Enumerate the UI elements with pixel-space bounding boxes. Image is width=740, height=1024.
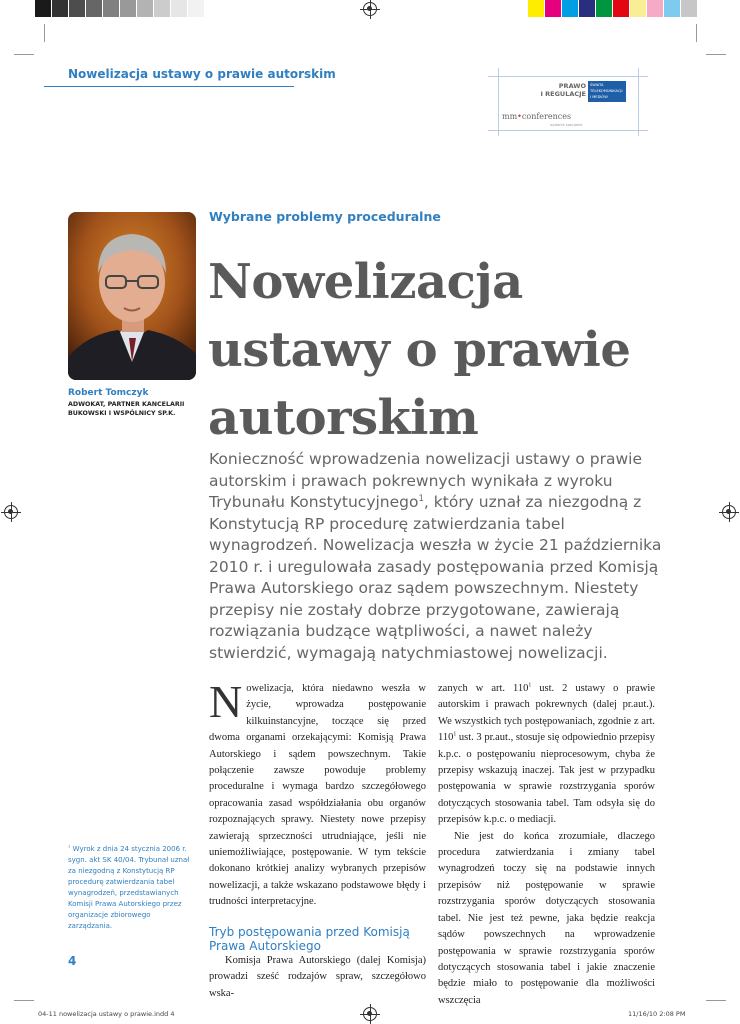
color-swatch: [69, 0, 86, 17]
color-swatch: [664, 0, 681, 17]
author-photo: [68, 212, 196, 380]
color-swatch: [52, 0, 69, 17]
color-swatch: [171, 0, 188, 17]
crop-mark: [696, 24, 697, 42]
section-subheading: Tryb postępowania przed Komisją Prawa Autorskiego: [209, 924, 410, 953]
article-title: Nowelizacja ustawy o prawie autorskim: [208, 254, 631, 446]
drop-cap: N: [209, 676, 243, 727]
color-swatch: [154, 0, 171, 17]
footnote-reference: 1: [418, 493, 424, 504]
registration-mark-icon: [363, 1007, 377, 1021]
crop-mark: [44, 24, 45, 42]
registration-mark-icon: [722, 505, 736, 519]
print-timestamp: 11/16/10 2:08 PM: [628, 1010, 686, 1018]
color-swatch: [630, 0, 647, 17]
color-swatch: [137, 0, 154, 17]
color-swatch: [86, 0, 103, 17]
color-swatch: [579, 0, 596, 17]
color-swatch: [647, 0, 664, 17]
color-swatch: [35, 0, 52, 17]
color-swatch: [545, 0, 562, 17]
process-color-bar: [528, 0, 698, 17]
color-swatch: [613, 0, 630, 17]
file-slug: 04-11 nowelizacja ustawy o prawie.indd 4: [38, 1010, 175, 1018]
author-title: ADWOKAT, PARTNER KANCELARII BUKOWSKI I WSPÓLNICY SP.K.: [68, 401, 185, 417]
body-column-2: [438, 681, 655, 1009]
author-name: Robert Tomczyk: [68, 388, 149, 398]
article-lead: Konieczność wprowadzenia nowelizacji ustawy o prawie autorskim i prawach pokrewnych wynikała z wyroku Trybunału Konstytucyjnego$^1$, który uznał za niezgodną z Konstytucją RP procedurę zatwierdzania tabel wynagrodzeń. Nowelizacja weszła w życie 21 października 2010 r. i uregulowała zasady postępowania przed Komisją Prawa Autorskiego oraz sądem powszechnym. Niestety przepisy nie zostały dobrze przygotowane, zawierają rozwiązania budzące wątpliwości, a nawet należy stwierdzić, wymagają natychmiastowej nowelizacji.: [209, 450, 662, 662]
footnote: $^1$ Wyrok z dnia 24 stycznia 2006 r. sygn. akt SK 40/04. Trybunał uznał za niezgodną z Konstytucją RP procedurę zatwierdzania tabel wynagrodzeń, przedstawianych Komisji Prawa Autorskiego przez organizacje zbiorowego zarządzania.: [68, 843, 190, 930]
logo-text: PRAWO I REGULACJE: [540, 82, 586, 98]
color-swatch: [188, 0, 205, 17]
logo-badge: ŚWIATA TELEKOMUNIKACJI I MEDIÓW: [588, 81, 626, 102]
grayscale-color-bar: [35, 0, 222, 17]
crop-mark: [14, 54, 34, 55]
paragraph: Nie jest do końca zrozumiałe, dlaczego procedura zatwierdzania i zmiany tabel wynagrodzeń toczy się na podstawie innych przepisów niż postępowanie w sprawie rozstrzygania sporów dotyczących stosowania tabel. Nie jest też pewne, jaka będzie reakcja sądów powszechnych na wprowadzenie postępowania w sprawie rozstrzygania sporów dotyczących stosowania tabel i jakie znaczenie będzie miało to postępowanie dla możliwości wszczęcia: [438, 830, 655, 1006]
color-swatch: [205, 0, 222, 17]
crop-mark: [706, 1000, 726, 1001]
paragraph: Komisja Prawa Autorskiego (dalej Komisja) prowadzi sześć rodzajów spraw, szczegółowo wska-: [209, 954, 426, 999]
color-swatch: [120, 0, 137, 17]
crop-mark: [14, 1000, 34, 1001]
body-column-1: [209, 676, 426, 1002]
registration-mark-icon: [363, 2, 377, 16]
logo-subtitle: wydanie specjalne: [550, 123, 583, 127]
paragraph: Nowelizacja, która niedawno weszła w życie, wprowadza postępowanie kilkuinstancyjne, toczące się przed dwoma organami orzekającymi: Komisją Prawa Autorskiego i sądem powszechnym. Takie połączenie zawsze powoduje problemy proceduralne i wymaga bardzo szczegółowego opracowania zasad współdziałania obu organów rozpoznających sprawy. Niestety nowe przepisy zawierają sprzeczności utrudniające, jeśli nie uniemożliwiające, postępowanie. W tym tekście dokonano krótkiej analizy wybranych przepisów nowelizacji, a także wskazano podstawowe błędy i trudności interpretacyjne.: [209, 676, 426, 908]
running-head: Nowelizacja ustawy o prawie autorskim: [68, 67, 336, 81]
running-head-rule: [44, 86, 294, 87]
publication-logo: [488, 68, 648, 136]
color-swatch: [681, 0, 698, 17]
mm-conferences-logo: mm•conferences: [502, 112, 572, 121]
registration-mark-icon: [4, 505, 18, 519]
color-swatch: [103, 0, 120, 17]
color-swatch: [562, 0, 579, 17]
crop-mark: [706, 54, 726, 55]
article-kicker: Wybrane problemy proceduralne: [209, 209, 441, 224]
page-number: 4: [68, 954, 77, 968]
color-swatch: [528, 0, 545, 17]
paragraph: zanych w art. $110^1$ ust. 2 ustawy o prawie autorskim i prawach pokrewnych (dalej pr.aut.). We wszystkich tych postępowaniach, zgodnie z art. $110^1$ ust. 3 pr.aut., stosuje się odpowiednio przepisy k.p.c. o postępowaniu nieprocesowym, chyba że przepisy wskazują inaczej. Tak jest w przypadku postępowania w sprawie rozstrzygania sporów dotyczących stosowania tabel. Tam odsyła się do przepisów k.p.c. o mediacji.: [438, 682, 655, 826]
color-swatch: [596, 0, 613, 17]
